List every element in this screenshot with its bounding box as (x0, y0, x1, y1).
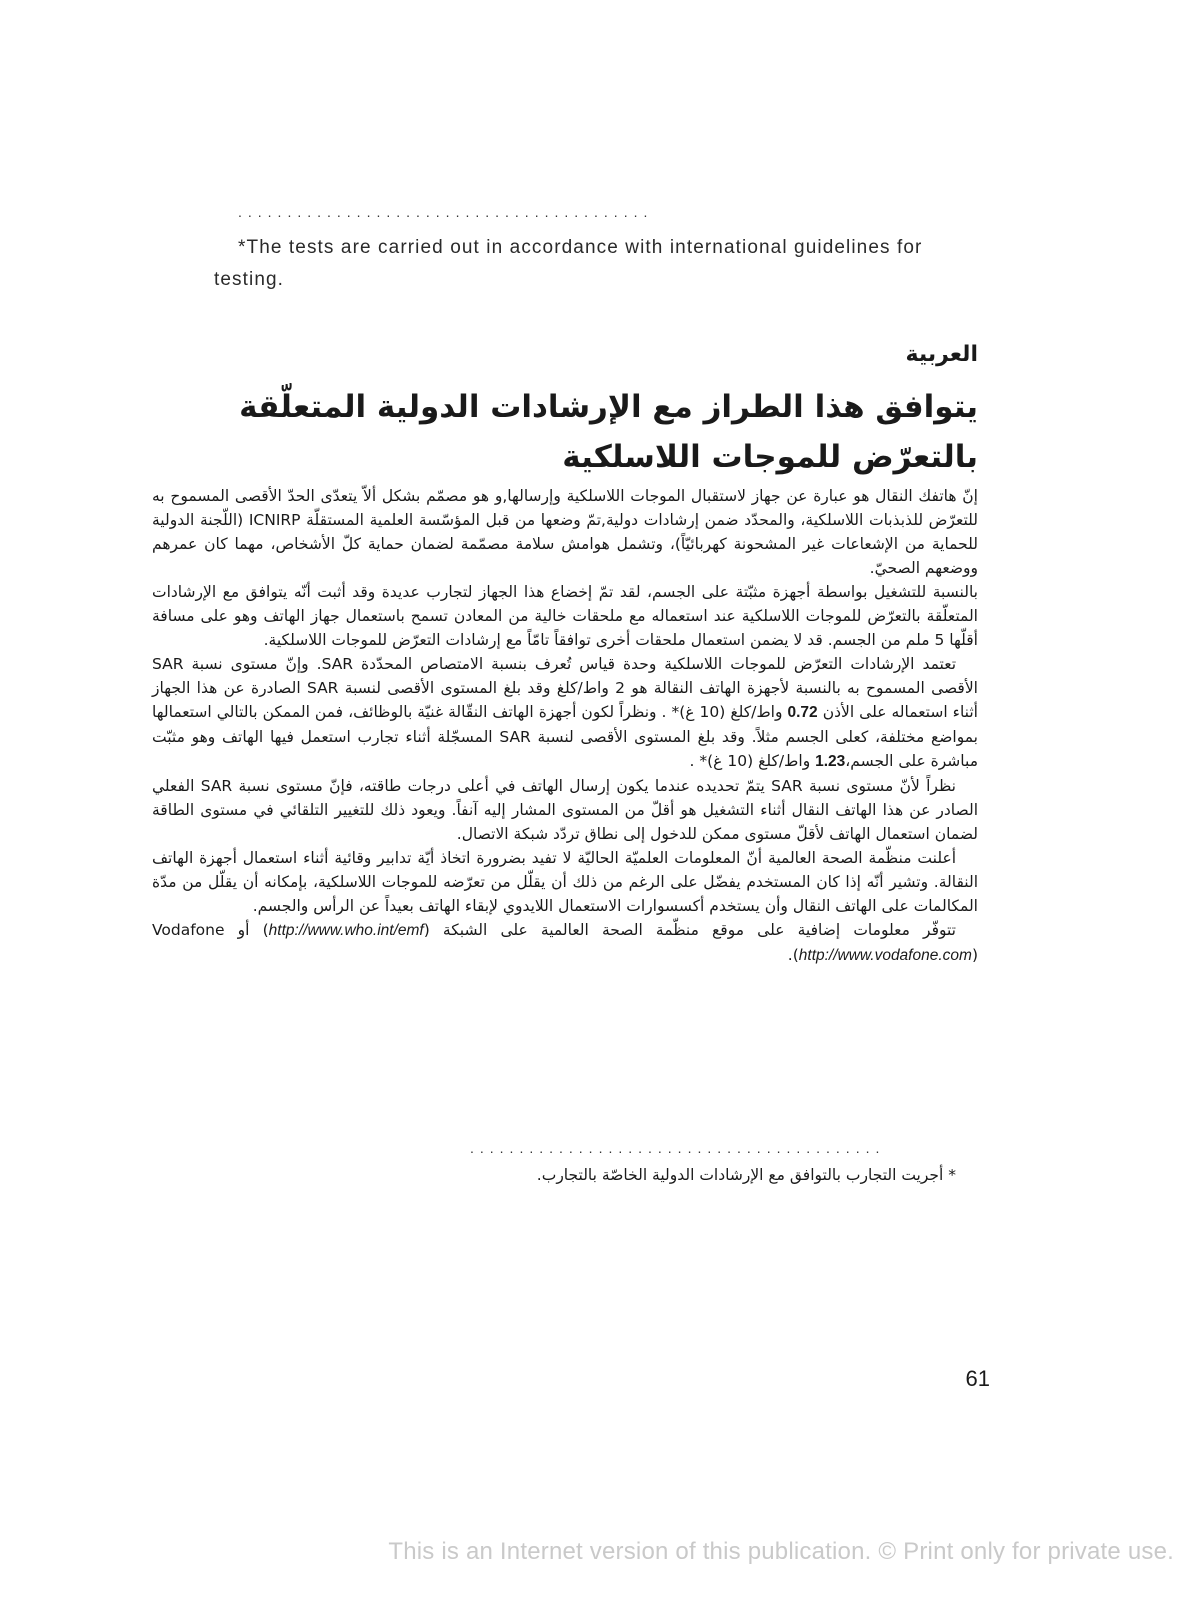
language-label: العربية (905, 342, 978, 367)
paragraph-6-part-a: تتوفّر معلومات إضافية على موقع منظّمة الصحة العالمية على الشبكة ( (423, 921, 956, 939)
arabic-body (152, 484, 978, 968)
paragraph-5: أعلنت منظّمة الصحة العالمية أنّ المعلومات العلميّة الحاليّة لا تفيد بضرورة اتخاذ أيّة تدابير وقائية أثناء استعمال أجهزة الهاتف النقالة. وتشير أنّه إذا كان المستخدم يفضّل على الرغم من ذلك أن يقلّل من تعرّضه للموجات اللاسلكية، بإمكانه أن يقلّل من مدّة المكالمات على الهاتف النقال وأن يستخدم أكسسوارات الاستعمال اللايدوي لإبقاء الهاتف بعيداً عن الرأس والجسم. (152, 849, 978, 915)
page-title: يتوافق هذا الطراز مع الإرشادات الدولية المتعلّقة بالتعرّض للموجات اللاسلكية (239, 389, 978, 475)
sar-ear-value: 0.72 (787, 704, 818, 721)
english-footnote: *The tests are carried out in accordance with international guidelines for testing. (214, 237, 923, 290)
paragraph-3-part-c: واط/كلغ (10 غ)* . (689, 752, 811, 770)
paragraph-4: نظراً لأنّ مستوى نسبة SAR يتمّ تحديده عندما يكون إرسال الهاتف في أعلى درجات طاقته، فإنّ مستوى نسبة SAR الفعلي الصادر عن هذا الهاتف النقال أثناء التشغيل هو أقلّ من المستوى المشار إليه آنفاً. ويعود ذلك للتغيير التلقائي في مستوى الطاقة لضمان استعمال الهاتف لأقلّ مستوى ممكن للدخول إلى نطاق تردّد شبكة الاتصال. (152, 777, 978, 843)
vodafone-link[interactable]: http://www.vodafone.com (798, 947, 972, 964)
arabic-footnote-separator: .......................................... (470, 1140, 886, 1156)
paragraph-6 (152, 918, 978, 968)
page-number: 61 (965, 1366, 990, 1391)
paragraph-3-part-a: تعتمد الإرشادات التعرّض للموجات اللاسلكية وحدة قياس تُعرف بنسبة الامتصاص المحدّدة SAR. وإنّ مستوى نسبة SAR الأقصى المسموح به بالنسبة لأجهزة الهاتف النقالة هو 2 واط/كلغ وقد بلغ المستوى الأقصى لنسبة SAR الصادرة عن هذا الجهاز أثناء استعماله على الأذن (152, 655, 978, 721)
who-link[interactable]: http://www.who.int/emf (268, 922, 424, 939)
paragraph-2: بالنسبة للتشغيل بواسطة أجهزة مثبّتة على الجسم، لقد تمّ إخضاع هذا الجهاز لتجارب عديدة وقد أثبت أنّه يتوافق مع الإرشادات المتعلّقة بالتعرّض للموجات اللاسلكية عند استعماله مع ملحقات خالية من المعادن تسمح باستعمال جهاز الهاتف وهو على مسافة أقلّها 5 ملم من الجسم. قد لا يضمن استعمال ملحقات أخرى توافقاً تامّاً مع إرشادات التعرّض للموجات اللاسلكية. (152, 583, 978, 649)
paragraph-3 (152, 652, 978, 774)
english-footnote-separator: .......................................... (238, 204, 654, 220)
sar-body-value: 1.23 (815, 753, 846, 770)
paragraph-3-part-b: واط/كلغ (10 غ)* . ونظراً لكون أجهزة الهاتف النقّالة غنيّة بالوظائف، فمن الممكن بالتالي استعمالها بمواضع مختلفة، كعلى الجسم مثلاً. وقد بلغ المستوى الأقصى لنسبة SAR المسجّلة أثناء تجارب استعمل فيها الهاتف وهو مثبّت مباشرة على الجسم، (152, 703, 978, 770)
paragraph-1: إنّ هاتفك النقال هو عبارة عن جهاز لاستقبال الموجات اللاسلكية وإرسالها,و هو مصمّم بشكل ألاّ يتعدّى الحدّ الأقصى المسموح به للتعرّض للذبذبات اللاسلكية، والمحدّد ضمن إرشادات دولية,تمّ وضعها من قبل المؤسّسة العلمية المستقلّة ICNIRP (اللّجنة الدولية للحماية من الإشعاعات غير المشحونة كهربائيّاً)، وتشمل هوامش سلامة مصمّمة لضمان حماية كلّ الأشخاص، مهما كان عمرهم ووضعهم الصحيّ. (152, 487, 978, 577)
paragraph-6-part-b: ) أو Vodafone ( (152, 921, 978, 964)
arabic-footnote: * أجريت التجارب بالتوافق مع الإرشادات الدولية الخاصّة بالتجارب. (536, 1166, 956, 1184)
watermark-notice: This is an Internet version of this publication. © Print only for private use. (388, 1538, 1174, 1565)
paragraph-6-part-c: ). (787, 946, 799, 964)
